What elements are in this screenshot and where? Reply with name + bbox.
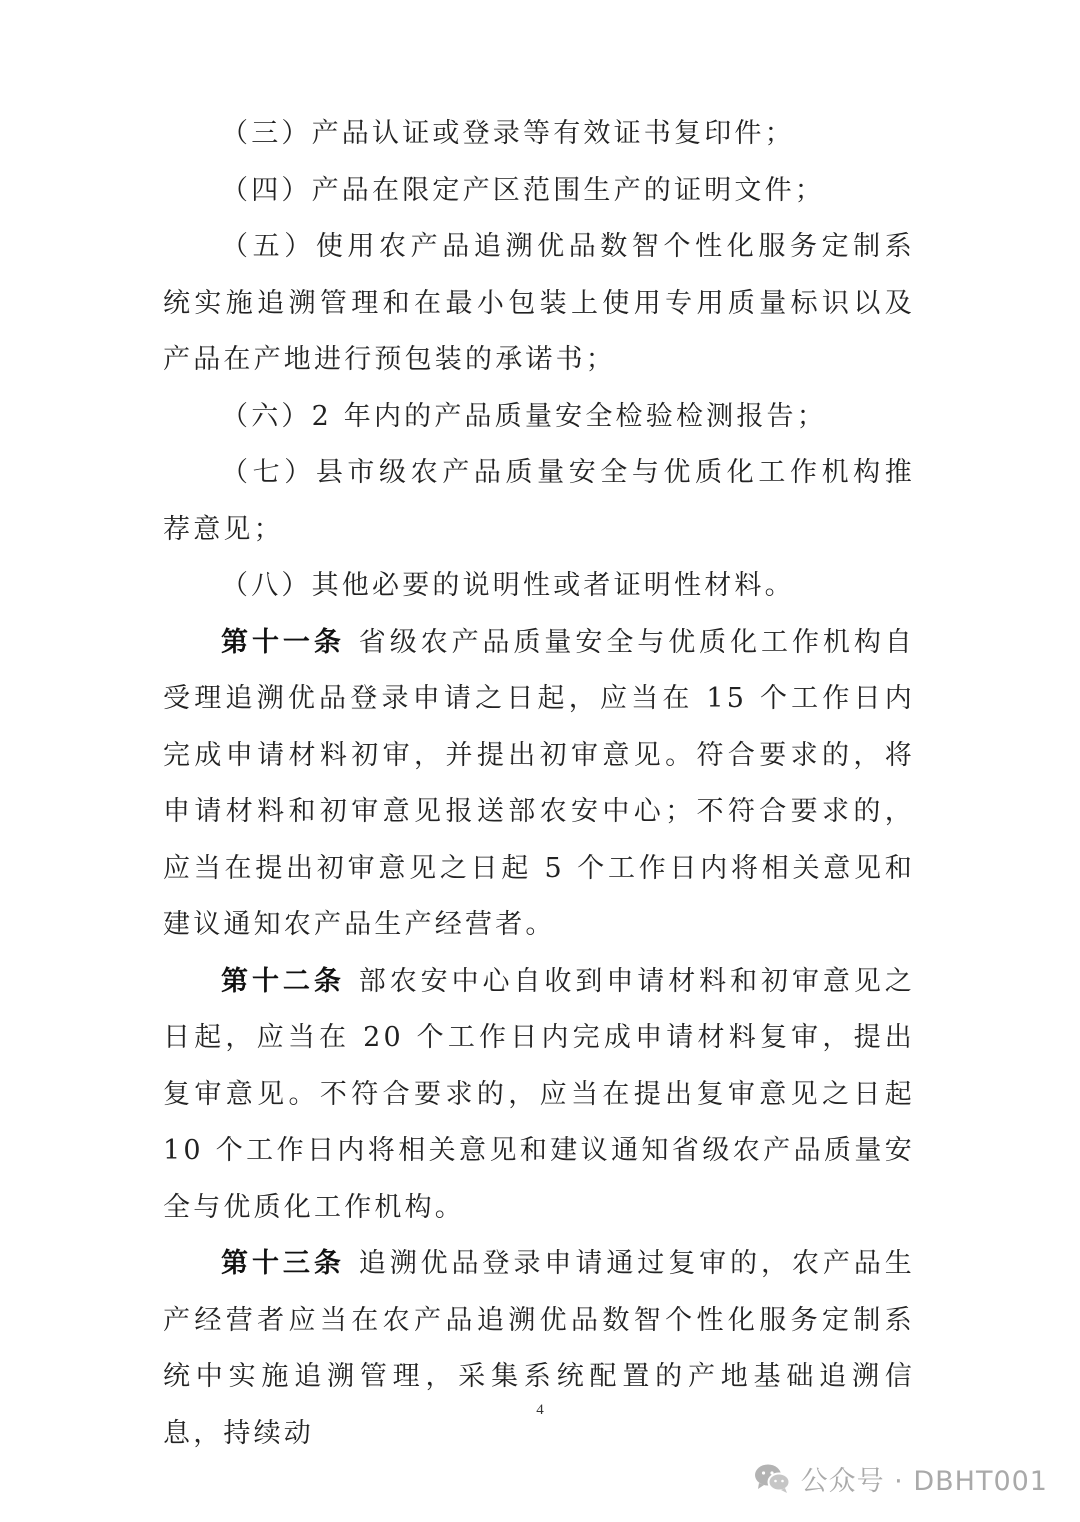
item-eight: （八）其他必要的说明性或者证明性材料。 (221, 570, 795, 601)
wechat-icon (753, 1462, 791, 1494)
article-thirteen-text: 追溯优品登录申请通过复审的，农产品生产经营者应当在农产品追溯优品数智个性化服务定制系统中实施追溯管理，采集系统配置的产地基础追溯信息，持续动 (163, 1248, 915, 1449)
article-twelve (163, 954, 915, 1237)
item-seven: （七）县市级农产品质量安全与优质化工作机构推荐意见； (163, 457, 915, 545)
item-five: （五）使用农产品追溯优品数智个性化服务定制系统实施追溯管理和在最小包装上使用专用质量标识以及产品在产地进行预包装的承诺书； (163, 231, 915, 375)
article-eleven (163, 615, 915, 954)
wechat-watermark (753, 1458, 1048, 1498)
watermark-text: 公众号 · DBHT001 (800, 1465, 1048, 1497)
article-thirteen-label: 第十三条 (221, 1248, 345, 1279)
page-number: 4 (536, 1402, 544, 1418)
article-twelve-label: 第十二条 (221, 965, 345, 997)
article-eleven-label: 第十一条 (221, 626, 345, 658)
item-four: （四）产品在限定产区范围生产的证明文件； (221, 174, 825, 206)
article-thirteen (163, 1236, 915, 1462)
article-twelve-text: 部农安中心自收到申请材料和初审意见之日起，应当在 20 个工作日内完成申请材料复审，提出复审意见。不符合要求的，应当在提出复审意见之日起 10 个工作日内将相关意见和建议通知省级农产品质量安全与优质化工作机构。 (163, 965, 915, 1223)
document-body (163, 106, 915, 1462)
item-six: （六）2 年内的产品质量安全检验检测报告； (221, 400, 827, 432)
article-eleven-text: 省级农产品质量安全与优质化工作机构自受理追溯优品登录申请之日起，应当在 15 个工作日内完成申请材料初审，并提出初审意见。符合要求的，将申请材料和初审意见报送部农安中心；不符合要求的，应当在提出初审意见之日起 5 个工作日内将相关意见和建议通知农产品生产经营者。 (163, 626, 915, 940)
item-three: （三）产品认证或登录等有效证书复印件； (221, 118, 795, 149)
